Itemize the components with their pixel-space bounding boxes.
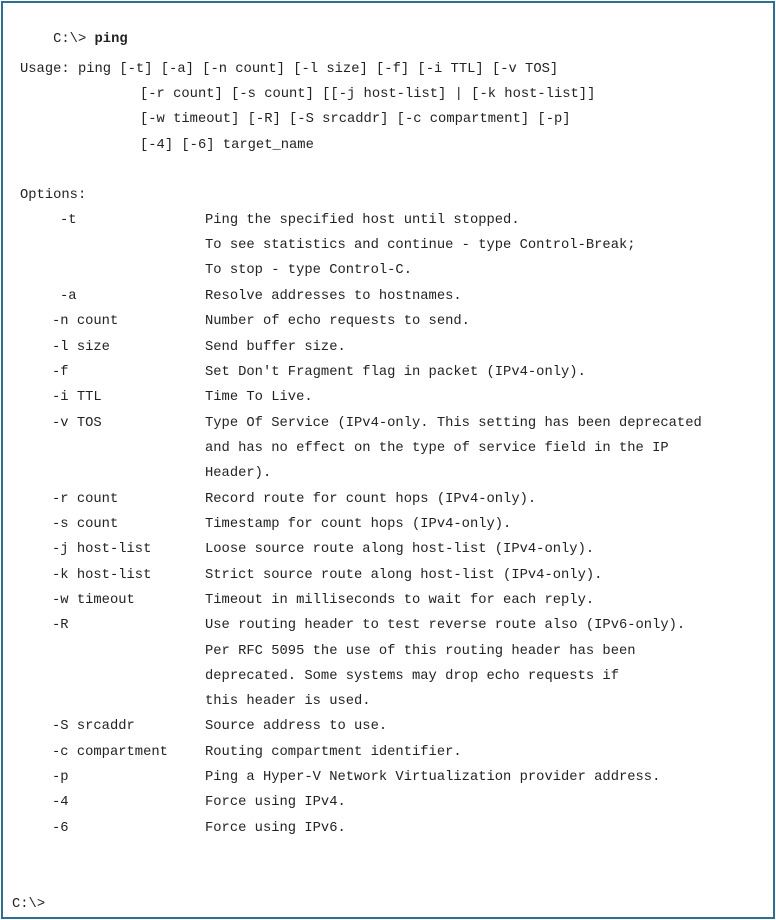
option-desc: Record route for count hops (IPv4-only). xyxy=(205,492,537,507)
option-flag: -p xyxy=(52,770,69,785)
option-flag: -a xyxy=(60,289,77,304)
option-desc: Ping a Hyper-V Network Virtualization provider address. xyxy=(205,770,661,785)
option-desc: Ping the specified host until stopped. xyxy=(205,213,520,228)
option-flag: -n count xyxy=(52,314,119,329)
option-flag: -R xyxy=(52,618,69,633)
option-flag: -k host-list xyxy=(52,568,152,583)
option-flag: -i TTL xyxy=(52,390,102,405)
option-desc: Timestamp for count hops (IPv4-only). xyxy=(205,517,512,532)
option-desc: and has no effect on the type of service field in the IP xyxy=(205,441,669,456)
usage-syntax: ping [-t] [-a] [-n count] [-l size] [-f] [-i TTL] [-v TOS] xyxy=(77,62,559,77)
option-desc: Loose source route along host-list (IPv4-only). xyxy=(205,542,595,557)
usage-line-1 xyxy=(20,60,558,80)
option-desc: Source address to use. xyxy=(205,719,388,734)
option-flag: -f xyxy=(52,365,69,380)
option-desc: Use routing header to test reverse route also (IPv6-only). xyxy=(205,618,686,633)
option-desc: Per RFC 5095 the use of this routing header has been xyxy=(205,644,636,659)
option-flag: -s count xyxy=(52,517,119,532)
option-flag: -c compartment xyxy=(52,745,168,760)
prompt: C:\> xyxy=(53,32,87,47)
terminal-window[interactable] xyxy=(1,1,775,919)
option-desc: Number of echo requests to send. xyxy=(205,314,470,329)
option-desc: Send buffer size. xyxy=(205,340,346,355)
usage-line-3: [-w timeout] [-R] [-S srcaddr] [-c compartment] [-p] xyxy=(140,112,571,127)
option-flag: -6 xyxy=(52,821,69,836)
option-flag: -w timeout xyxy=(52,593,135,608)
option-desc: Timeout in milliseconds to wait for each reply. xyxy=(205,593,595,608)
usage-line-4: [-4] [-6] target_name xyxy=(140,138,314,153)
options-header: Options: xyxy=(20,188,87,203)
usage-line-2: [-r count] [-s count] [[-j host-list] | [-k host-list]] xyxy=(140,87,596,102)
command-text: ping xyxy=(94,32,128,47)
option-desc: this header is used. xyxy=(205,694,371,709)
option-desc: To see statistics and continue - type Control-Break; xyxy=(205,238,636,253)
option-desc: Header). xyxy=(205,466,272,481)
option-desc: Type Of Service (IPv4-only. This setting has been deprecated xyxy=(205,416,702,431)
option-desc: Force using IPv6. xyxy=(205,821,346,836)
option-desc: Resolve addresses to hostnames. xyxy=(205,289,462,304)
option-flag: -4 xyxy=(52,795,69,810)
usage-label: Usage: xyxy=(20,62,70,77)
option-desc: Routing compartment identifier. xyxy=(205,745,462,760)
option-flag: -l size xyxy=(52,340,110,355)
option-flag: -r count xyxy=(52,492,119,507)
option-flag: -v TOS xyxy=(52,416,102,431)
command-line xyxy=(20,10,128,47)
option-desc: Set Don't Fragment flag in packet (IPv4-only). xyxy=(205,365,586,380)
option-desc: deprecated. Some systems may drop echo requests if xyxy=(205,669,619,684)
option-desc: Force using IPv4. xyxy=(205,795,346,810)
option-flag: -j host-list xyxy=(52,542,152,557)
option-desc: To stop - type Control-C. xyxy=(205,263,412,278)
option-flag: -S srcaddr xyxy=(52,719,135,734)
option-desc: Strict source route along host-list (IPv4-only). xyxy=(205,568,603,583)
option-desc: Time To Live. xyxy=(205,390,313,405)
final-prompt[interactable]: C:\> xyxy=(12,897,46,912)
option-flag: -t xyxy=(60,213,77,228)
